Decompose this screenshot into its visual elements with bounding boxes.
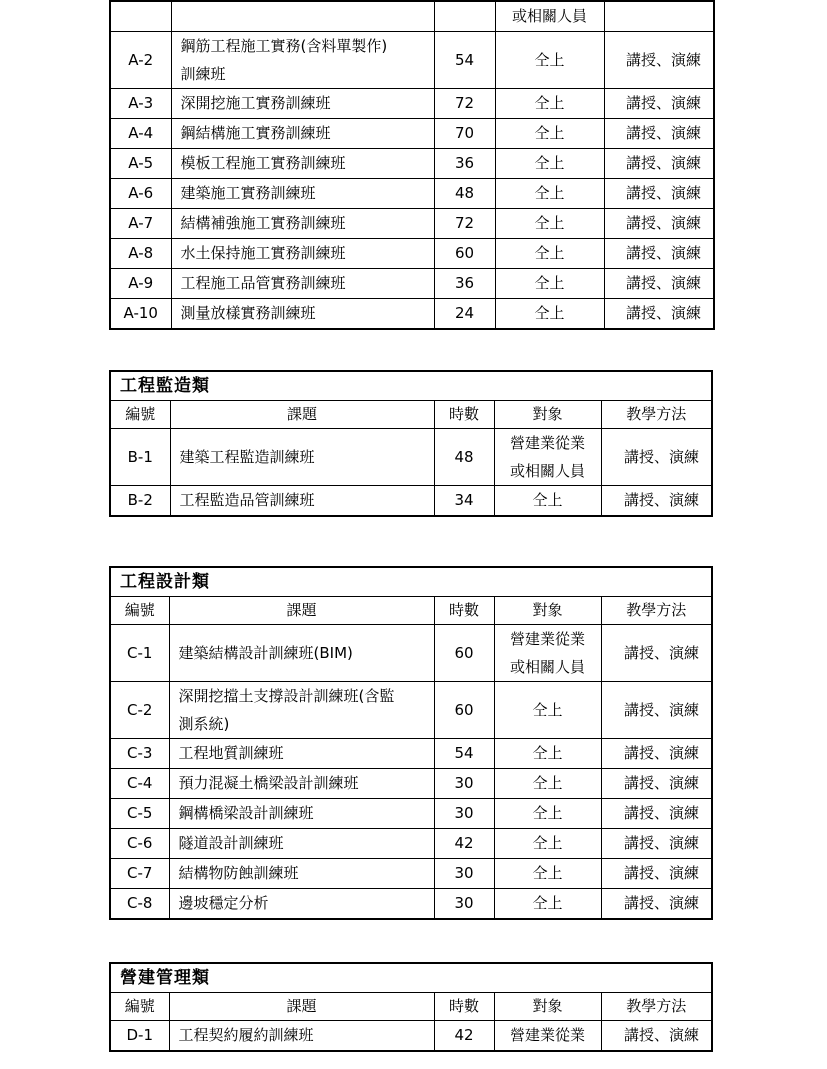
method-cell: 講授、演練	[601, 429, 712, 486]
target-cell: 或相關人員	[495, 1, 604, 32]
topic-cell: 工程地質訓練班	[169, 739, 434, 769]
code-cell: A-9	[110, 269, 171, 299]
topic-cell: 模板工程施工實務訓練班	[171, 149, 434, 179]
header-row	[110, 597, 712, 625]
hours-cell: 48	[434, 429, 494, 486]
method-cell: 講授、演練	[604, 269, 714, 299]
target-line: 營建業從業	[509, 434, 585, 452]
topic-cell: 建築施工實務訓練班	[171, 179, 434, 209]
target-cell: 仝上	[495, 299, 604, 330]
code-cell: C-6	[110, 829, 169, 859]
hours-cell: 34	[434, 486, 494, 517]
topic-cell	[171, 1, 434, 32]
topic-line: 訓練班	[180, 65, 226, 83]
hours-cell: 48	[434, 179, 495, 209]
method-cell: 講授、演練	[604, 239, 714, 269]
code-cell: C-8	[110, 889, 169, 920]
table-row	[110, 429, 712, 486]
table-row	[110, 889, 712, 920]
code-cell: C-2	[110, 682, 169, 739]
target-line: 營建業從業	[509, 630, 585, 648]
table-row	[110, 1021, 712, 1052]
method-cell: 講授、演練	[601, 625, 712, 682]
topic-line: 鋼筋工程施工實務(含料單製作)	[180, 37, 388, 55]
topic-cell: 工程施工品管實務訓練班	[171, 269, 434, 299]
target-cell: 仝上	[495, 32, 604, 89]
topic-cell: 預力混凝土橋梁設計訓練班	[169, 769, 434, 799]
table-design	[109, 566, 713, 920]
hours-cell: 30	[434, 769, 494, 799]
target-cell: 仝上	[495, 239, 604, 269]
method-cell: 講授、演練	[604, 32, 714, 89]
code-cell: A-7	[110, 209, 171, 239]
hours-cell: 30	[434, 859, 494, 889]
table-row	[110, 32, 714, 89]
code-cell	[110, 1, 171, 32]
hours-cell: 30	[434, 799, 494, 829]
table-row	[110, 739, 712, 769]
target-cell: 仝上	[494, 769, 601, 799]
topic-cell	[171, 32, 434, 89]
code-cell: D-1	[110, 1021, 169, 1052]
hours-cell: 42	[434, 1021, 494, 1052]
target-line: 或相關人員	[509, 462, 585, 480]
method-cell: 講授、演練	[601, 799, 712, 829]
table-row	[110, 769, 712, 799]
code-cell: C-5	[110, 799, 169, 829]
method-cell: 講授、演練	[604, 119, 714, 149]
table-row	[110, 119, 714, 149]
table-row	[110, 149, 714, 179]
topic-cell: 建築工程監造訓練班	[170, 429, 434, 486]
header-method: 教學方法	[601, 597, 712, 625]
hours-cell	[434, 1, 495, 32]
topic-cell: 鋼結構施工實務訓練班	[171, 119, 434, 149]
method-cell: 講授、演練	[604, 299, 714, 330]
target-cell: 營建業從業	[494, 1021, 601, 1052]
header-hours: 時數	[434, 401, 494, 429]
target-cell: 仝上	[494, 682, 601, 739]
code-cell: A-6	[110, 179, 171, 209]
table-row	[110, 179, 714, 209]
topic-cell: 鋼構橋梁設計訓練班	[169, 799, 434, 829]
target-cell: 仝上	[495, 149, 604, 179]
target-cell: 仝上	[494, 739, 601, 769]
header-code: 編號	[110, 597, 169, 625]
code-cell: A-10	[110, 299, 171, 330]
topic-cell	[169, 682, 434, 739]
method-cell: 講授、演練	[601, 739, 712, 769]
code-cell: A-2	[110, 32, 171, 89]
code-cell: A-4	[110, 119, 171, 149]
target-cell: 仝上	[495, 119, 604, 149]
header-method: 教學方法	[601, 993, 712, 1021]
table-row	[110, 1, 714, 32]
topic-cell: 建築結構設計訓練班(BIM)	[169, 625, 434, 682]
hours-cell: 60	[434, 625, 494, 682]
section-title: 工程監造類	[110, 371, 712, 401]
target-cell: 仝上	[495, 209, 604, 239]
section-title-row	[110, 567, 712, 597]
method-cell: 講授、演練	[601, 682, 712, 739]
code-cell: C-4	[110, 769, 169, 799]
code-cell: C-7	[110, 859, 169, 889]
table-row	[110, 269, 714, 299]
header-code: 編號	[110, 401, 170, 429]
hours-cell: 36	[434, 149, 495, 179]
section-title-row	[110, 963, 712, 993]
method-cell: 講授、演練	[601, 769, 712, 799]
table-construction-continued	[109, 0, 715, 330]
header-hours: 時數	[434, 597, 494, 625]
table-supervision	[109, 370, 713, 517]
hours-cell: 60	[434, 239, 495, 269]
topic-cell: 測量放樣實務訓練班	[171, 299, 434, 330]
method-cell: 講授、演練	[601, 889, 712, 920]
table-row	[110, 682, 712, 739]
target-cell	[494, 625, 601, 682]
header-code: 編號	[110, 993, 169, 1021]
target-cell: 仝上	[494, 859, 601, 889]
hours-cell: 54	[434, 32, 495, 89]
header-row	[110, 401, 712, 429]
hours-cell: 30	[434, 889, 494, 920]
hours-cell: 70	[434, 119, 495, 149]
method-cell: 講授、演練	[604, 179, 714, 209]
topic-line: 深開挖擋土支撐設計訓練班(含監	[178, 687, 395, 705]
method-cell	[604, 1, 714, 32]
header-row	[110, 993, 712, 1021]
target-cell: 仝上	[495, 269, 604, 299]
table-row	[110, 625, 712, 682]
topic-line: 測系統)	[178, 715, 230, 733]
code-cell: A-3	[110, 89, 171, 119]
header-target: 對象	[494, 993, 601, 1021]
topic-cell: 水土保持施工實務訓練班	[171, 239, 434, 269]
method-cell: 講授、演練	[601, 1021, 712, 1052]
section-title: 營建管理類	[110, 963, 712, 993]
table-row	[110, 89, 714, 119]
hours-cell: 60	[434, 682, 494, 739]
code-cell: B-2	[110, 486, 170, 517]
code-cell: B-1	[110, 429, 170, 486]
code-cell: C-1	[110, 625, 169, 682]
header-topic: 課題	[169, 993, 434, 1021]
hours-cell: 72	[434, 209, 495, 239]
table-row	[110, 209, 714, 239]
table-row	[110, 239, 714, 269]
method-cell: 講授、演練	[601, 829, 712, 859]
table-row	[110, 829, 712, 859]
topic-cell: 工程契約履約訓練班	[169, 1021, 434, 1052]
target-cell	[494, 429, 601, 486]
section-title-row	[110, 371, 712, 401]
method-cell: 講授、演練	[601, 859, 712, 889]
code-cell: A-8	[110, 239, 171, 269]
hours-cell: 36	[434, 269, 495, 299]
topic-cell: 結構補強施工實務訓練班	[171, 209, 434, 239]
target-cell: 仝上	[495, 89, 604, 119]
target-line: 或相關人員	[509, 658, 585, 676]
table-management	[109, 962, 713, 1052]
topic-cell: 隧道設計訓練班	[169, 829, 434, 859]
header-topic: 課題	[169, 597, 434, 625]
topic-cell: 結構物防蝕訓練班	[169, 859, 434, 889]
target-cell: 仝上	[495, 179, 604, 209]
code-cell: C-3	[110, 739, 169, 769]
hours-cell: 72	[434, 89, 495, 119]
hours-cell: 24	[434, 299, 495, 330]
header-hours: 時數	[434, 993, 494, 1021]
method-cell: 講授、演練	[604, 149, 714, 179]
header-method: 教學方法	[601, 401, 712, 429]
header-topic: 課題	[170, 401, 434, 429]
table-row	[110, 486, 712, 517]
table-row	[110, 859, 712, 889]
hours-cell: 42	[434, 829, 494, 859]
code-cell: A-5	[110, 149, 171, 179]
table-row	[110, 799, 712, 829]
topic-cell: 邊坡穩定分析	[169, 889, 434, 920]
method-cell: 講授、演練	[601, 486, 712, 517]
header-target: 對象	[494, 597, 601, 625]
topic-cell: 工程監造品管訓練班	[170, 486, 434, 517]
target-cell: 仝上	[494, 799, 601, 829]
method-cell: 講授、演練	[604, 89, 714, 119]
target-cell: 仝上	[494, 486, 601, 517]
hours-cell: 54	[434, 739, 494, 769]
header-target: 對象	[494, 401, 601, 429]
table-row	[110, 299, 714, 330]
method-cell: 講授、演練	[604, 209, 714, 239]
target-cell: 仝上	[494, 889, 601, 920]
topic-cell: 深開挖施工實務訓練班	[171, 89, 434, 119]
section-title: 工程設計類	[110, 567, 712, 597]
target-cell: 仝上	[494, 829, 601, 859]
